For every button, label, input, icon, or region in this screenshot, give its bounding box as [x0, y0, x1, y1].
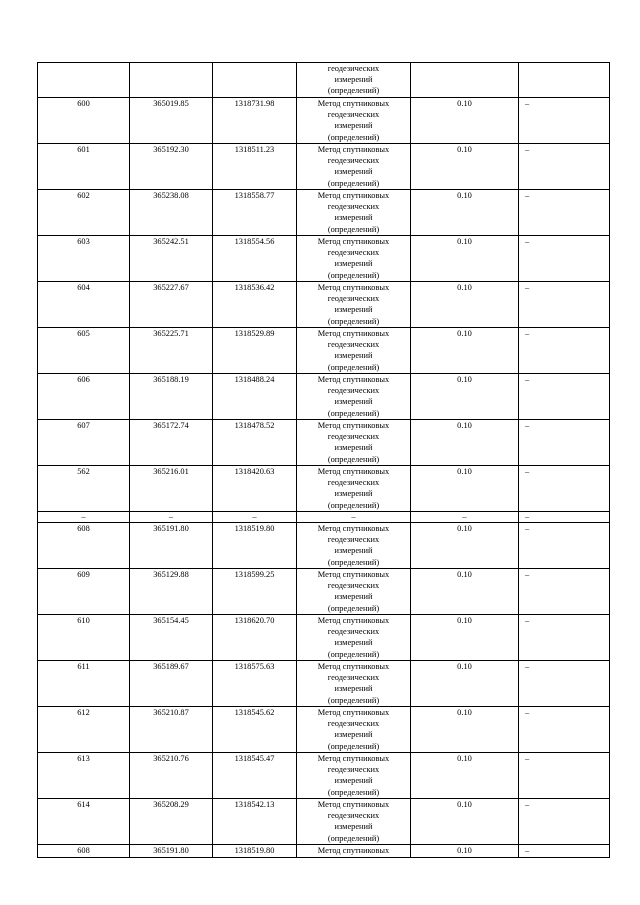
accuracy-cell: 0.10 [411, 190, 519, 236]
table-row [38, 615, 610, 661]
method-line: Метод спутниковых [317, 754, 390, 763]
y-coordinate-cell: 1318620.70 [213, 615, 297, 661]
method-line: (определений) [327, 132, 380, 142]
note-cell: – [519, 661, 610, 707]
y-coordinate-cell: 1318542.13 [213, 799, 297, 845]
table-row [38, 236, 610, 282]
accuracy-cell: 0.10 [411, 845, 519, 858]
x-coordinate-cell: 365172.74 [130, 420, 213, 466]
method-line: геодезических [327, 535, 380, 545]
point-number-cell [38, 63, 130, 98]
accuracy-cell: 0.10 [411, 144, 519, 190]
method-line: измерений [334, 443, 373, 453]
point-number-cell: 609 [38, 569, 130, 615]
method-line: геодезических [327, 581, 380, 591]
method-cell [297, 144, 411, 190]
note-cell: – [519, 282, 610, 328]
method-cell [297, 420, 411, 466]
accuracy-cell: 0.10 [411, 661, 519, 707]
method-line: измерений [334, 822, 373, 832]
point-number-cell: 610 [38, 615, 130, 661]
method-line: Метод спутниковых [317, 237, 390, 246]
y-coordinate-cell: – [213, 512, 297, 523]
method-line: (определений) [327, 603, 380, 613]
note-cell: – [519, 190, 610, 236]
method-line: геодезических [327, 719, 380, 729]
accuracy-cell: 0.10 [411, 799, 519, 845]
x-coordinate-cell: 365216.01 [130, 466, 213, 512]
method-line: (определений) [327, 178, 380, 188]
y-coordinate-cell: 1318575.63 [213, 661, 297, 707]
note-cell: – [519, 799, 610, 845]
method-line: (определений) [327, 224, 380, 234]
method-line: геодезических [327, 340, 380, 350]
x-coordinate-cell: 365129.88 [130, 569, 213, 615]
method-line: геодезических [327, 386, 380, 396]
accuracy-cell: 0.10 [411, 615, 519, 661]
method-line: Метод спутниковых [317, 421, 390, 430]
y-coordinate-cell: 1318558.77 [213, 190, 297, 236]
point-number-cell: 612 [38, 707, 130, 753]
accuracy-cell: 0.10 [411, 374, 519, 420]
method-line: Метод спутниковых [317, 99, 390, 108]
method-cell: – [297, 512, 411, 523]
method-line: (определений) [327, 454, 380, 464]
point-number-cell: 606 [38, 374, 130, 420]
method-line: измерений [334, 351, 373, 361]
point-number-cell: 562 [38, 466, 130, 512]
method-line: геодезических [327, 627, 380, 637]
accuracy-cell: 0.10 [411, 569, 519, 615]
point-number-cell: 614 [38, 799, 130, 845]
x-coordinate-cell: 365210.76 [130, 753, 213, 799]
point-number-cell: 608 [38, 845, 130, 858]
note-cell: – [519, 328, 610, 374]
note-cell: – [519, 523, 610, 569]
method-cell [297, 374, 411, 420]
y-coordinate-cell: 1318519.80 [213, 523, 297, 569]
method-line: геодезических [327, 110, 380, 120]
x-coordinate-cell: 365227.67 [130, 282, 213, 328]
x-coordinate-cell: 365242.51 [130, 236, 213, 282]
table-row [38, 420, 610, 466]
table-row [38, 63, 610, 98]
method-line: геодезических [327, 294, 380, 304]
x-coordinate-cell: 365188.19 [130, 374, 213, 420]
method-cell [297, 799, 411, 845]
method-line: (определений) [327, 833, 380, 843]
x-coordinate-cell [130, 63, 213, 98]
point-number-cell: 600 [38, 98, 130, 144]
method-line: Метод спутниковых [317, 375, 390, 384]
table-row [38, 523, 610, 569]
accuracy-cell: 0.10 [411, 707, 519, 753]
method-line: Метод спутниковых [317, 524, 390, 533]
method-line: измерений [334, 259, 373, 269]
note-cell: – [519, 753, 610, 799]
note-cell: – [519, 144, 610, 190]
method-cell [297, 190, 411, 236]
method-line: Метод спутниковых [317, 662, 390, 671]
accuracy-cell: – [411, 512, 519, 523]
method-line: измерений [334, 684, 373, 694]
y-coordinate-cell: 1318731.98 [213, 98, 297, 144]
y-coordinate-cell: 1318478.52 [213, 420, 297, 466]
coordinates-table-page [37, 62, 610, 858]
method-line: измерений [334, 592, 373, 602]
point-number-cell: 607 [38, 420, 130, 466]
method-line: измерений [334, 638, 373, 648]
point-number-cell: 601 [38, 144, 130, 190]
method-line: измерений [334, 121, 373, 131]
note-cell: – [519, 420, 610, 466]
separator-row [38, 512, 610, 523]
method-line: геодезических [327, 478, 380, 488]
x-coordinate-cell: 365238.08 [130, 190, 213, 236]
method-line: Метод спутниковых [317, 145, 390, 154]
method-line: (определений) [327, 408, 380, 418]
method-line: геодезических [327, 202, 380, 212]
note-cell: – [519, 569, 610, 615]
table-row [38, 144, 610, 190]
table-row [38, 799, 610, 845]
point-number-cell: 608 [38, 523, 130, 569]
x-coordinate-cell: 365208.29 [130, 799, 213, 845]
method-cell: Метод спутниковых [297, 845, 411, 858]
table-row [38, 374, 610, 420]
y-coordinate-cell: 1318554.56 [213, 236, 297, 282]
method-cell [297, 661, 411, 707]
x-coordinate-cell: 365019.85 [130, 98, 213, 144]
y-coordinate-cell: 1318529.89 [213, 328, 297, 374]
accuracy-cell: 0.10 [411, 753, 519, 799]
y-coordinate-cell: 1318545.62 [213, 707, 297, 753]
method-line: измерений [334, 776, 373, 786]
method-line: (определений) [327, 362, 380, 372]
point-number-cell: 603 [38, 236, 130, 282]
note-cell: – [519, 845, 610, 858]
method-cell [297, 569, 411, 615]
note-cell: – [519, 374, 610, 420]
method-line: Метод спутниковых [317, 570, 390, 579]
method-cell [297, 466, 411, 512]
table-row [38, 328, 610, 374]
method-line: геодезических [327, 811, 380, 821]
table-row [38, 190, 610, 236]
method-line: геодезических [327, 673, 380, 683]
table-row [38, 707, 610, 753]
method-line: измерений [334, 730, 373, 740]
y-coordinate-cell: 1318536.42 [213, 282, 297, 328]
accuracy-cell: 0.10 [411, 236, 519, 282]
note-cell: – [519, 98, 610, 144]
method-cell [297, 236, 411, 282]
method-cell: геодезических измерений (определений) [297, 63, 411, 98]
note-cell: – [519, 466, 610, 512]
method-line: Метод спутниковых [317, 329, 390, 338]
table-row [38, 466, 610, 512]
coordinates-table [37, 62, 610, 858]
table-row [38, 661, 610, 707]
note-cell: – [519, 615, 610, 661]
table-row [38, 845, 610, 858]
method-line: измерений [334, 167, 373, 177]
method-line: геодезических [327, 765, 380, 775]
method-line: Метод спутниковых [317, 467, 390, 476]
x-coordinate-cell: 365191.80 [130, 523, 213, 569]
y-coordinate-cell: 1318420.63 [213, 466, 297, 512]
method-line: измерений [334, 213, 373, 223]
method-line: геодезических [327, 432, 380, 442]
y-coordinate-cell: 1318511.23 [213, 144, 297, 190]
method-line: (определений) [327, 787, 380, 797]
note-cell: – [519, 236, 610, 282]
method-line: Метод спутниковых [317, 800, 390, 809]
accuracy-cell: 0.10 [411, 420, 519, 466]
y-coordinate-cell: 1318488.24 [213, 374, 297, 420]
point-number-cell: 604 [38, 282, 130, 328]
method-line: (определений) [327, 557, 380, 567]
point-number-cell: 605 [38, 328, 130, 374]
method-cell [297, 707, 411, 753]
accuracy-cell: 0.10 [411, 328, 519, 374]
method-line: (определений) [327, 741, 380, 751]
accuracy-cell: 0.10 [411, 523, 519, 569]
table-row [38, 569, 610, 615]
x-coordinate-cell: 365210.87 [130, 707, 213, 753]
note-cell: – [519, 512, 610, 523]
method-line: (определений) [327, 316, 380, 326]
x-coordinate-cell: 365225.71 [130, 328, 213, 374]
method-cell [297, 282, 411, 328]
method-cell [297, 328, 411, 374]
method-cell [297, 615, 411, 661]
table-row [38, 282, 610, 328]
point-number-cell: 602 [38, 190, 130, 236]
accuracy-cell [411, 63, 519, 98]
method-line: геодезических [327, 248, 380, 258]
method-line: (определений) [327, 500, 380, 510]
method-line: измерений [334, 546, 373, 556]
method-line: Метод спутниковых [317, 191, 390, 200]
table-row [38, 753, 610, 799]
method-line: (определений) [327, 695, 380, 705]
x-coordinate-cell: 365191.80 [130, 845, 213, 858]
point-number-cell: 613 [38, 753, 130, 799]
method-line: геодезических [327, 156, 380, 166]
accuracy-cell: 0.10 [411, 466, 519, 512]
method-line: Метод спутниковых [317, 708, 390, 717]
x-coordinate-cell: 365192.30 [130, 144, 213, 190]
method-line: Метод спутниковых [317, 616, 390, 625]
method-line: Метод спутниковых [317, 283, 390, 292]
method-cell [297, 98, 411, 144]
method-line: (определений) [327, 270, 380, 280]
point-number-cell: 611 [38, 661, 130, 707]
method-line: (определений) [327, 649, 380, 659]
method-line: измерений [334, 489, 373, 499]
x-coordinate-cell: 365154.45 [130, 615, 213, 661]
table-row [38, 98, 610, 144]
y-coordinate-cell: 1318519.80 [213, 845, 297, 858]
point-number-cell: – [38, 512, 130, 523]
y-coordinate-cell [213, 63, 297, 98]
method-cell [297, 753, 411, 799]
y-coordinate-cell: 1318599.25 [213, 569, 297, 615]
method-line: измерений [334, 305, 373, 315]
accuracy-cell: 0.10 [411, 98, 519, 144]
x-coordinate-cell: 365189.67 [130, 661, 213, 707]
accuracy-cell: 0.10 [411, 282, 519, 328]
method-line: измерений [334, 397, 373, 407]
y-coordinate-cell: 1318545.47 [213, 753, 297, 799]
note-cell: – [519, 707, 610, 753]
note-cell [519, 63, 610, 98]
x-coordinate-cell: – [130, 512, 213, 523]
method-cell [297, 523, 411, 569]
